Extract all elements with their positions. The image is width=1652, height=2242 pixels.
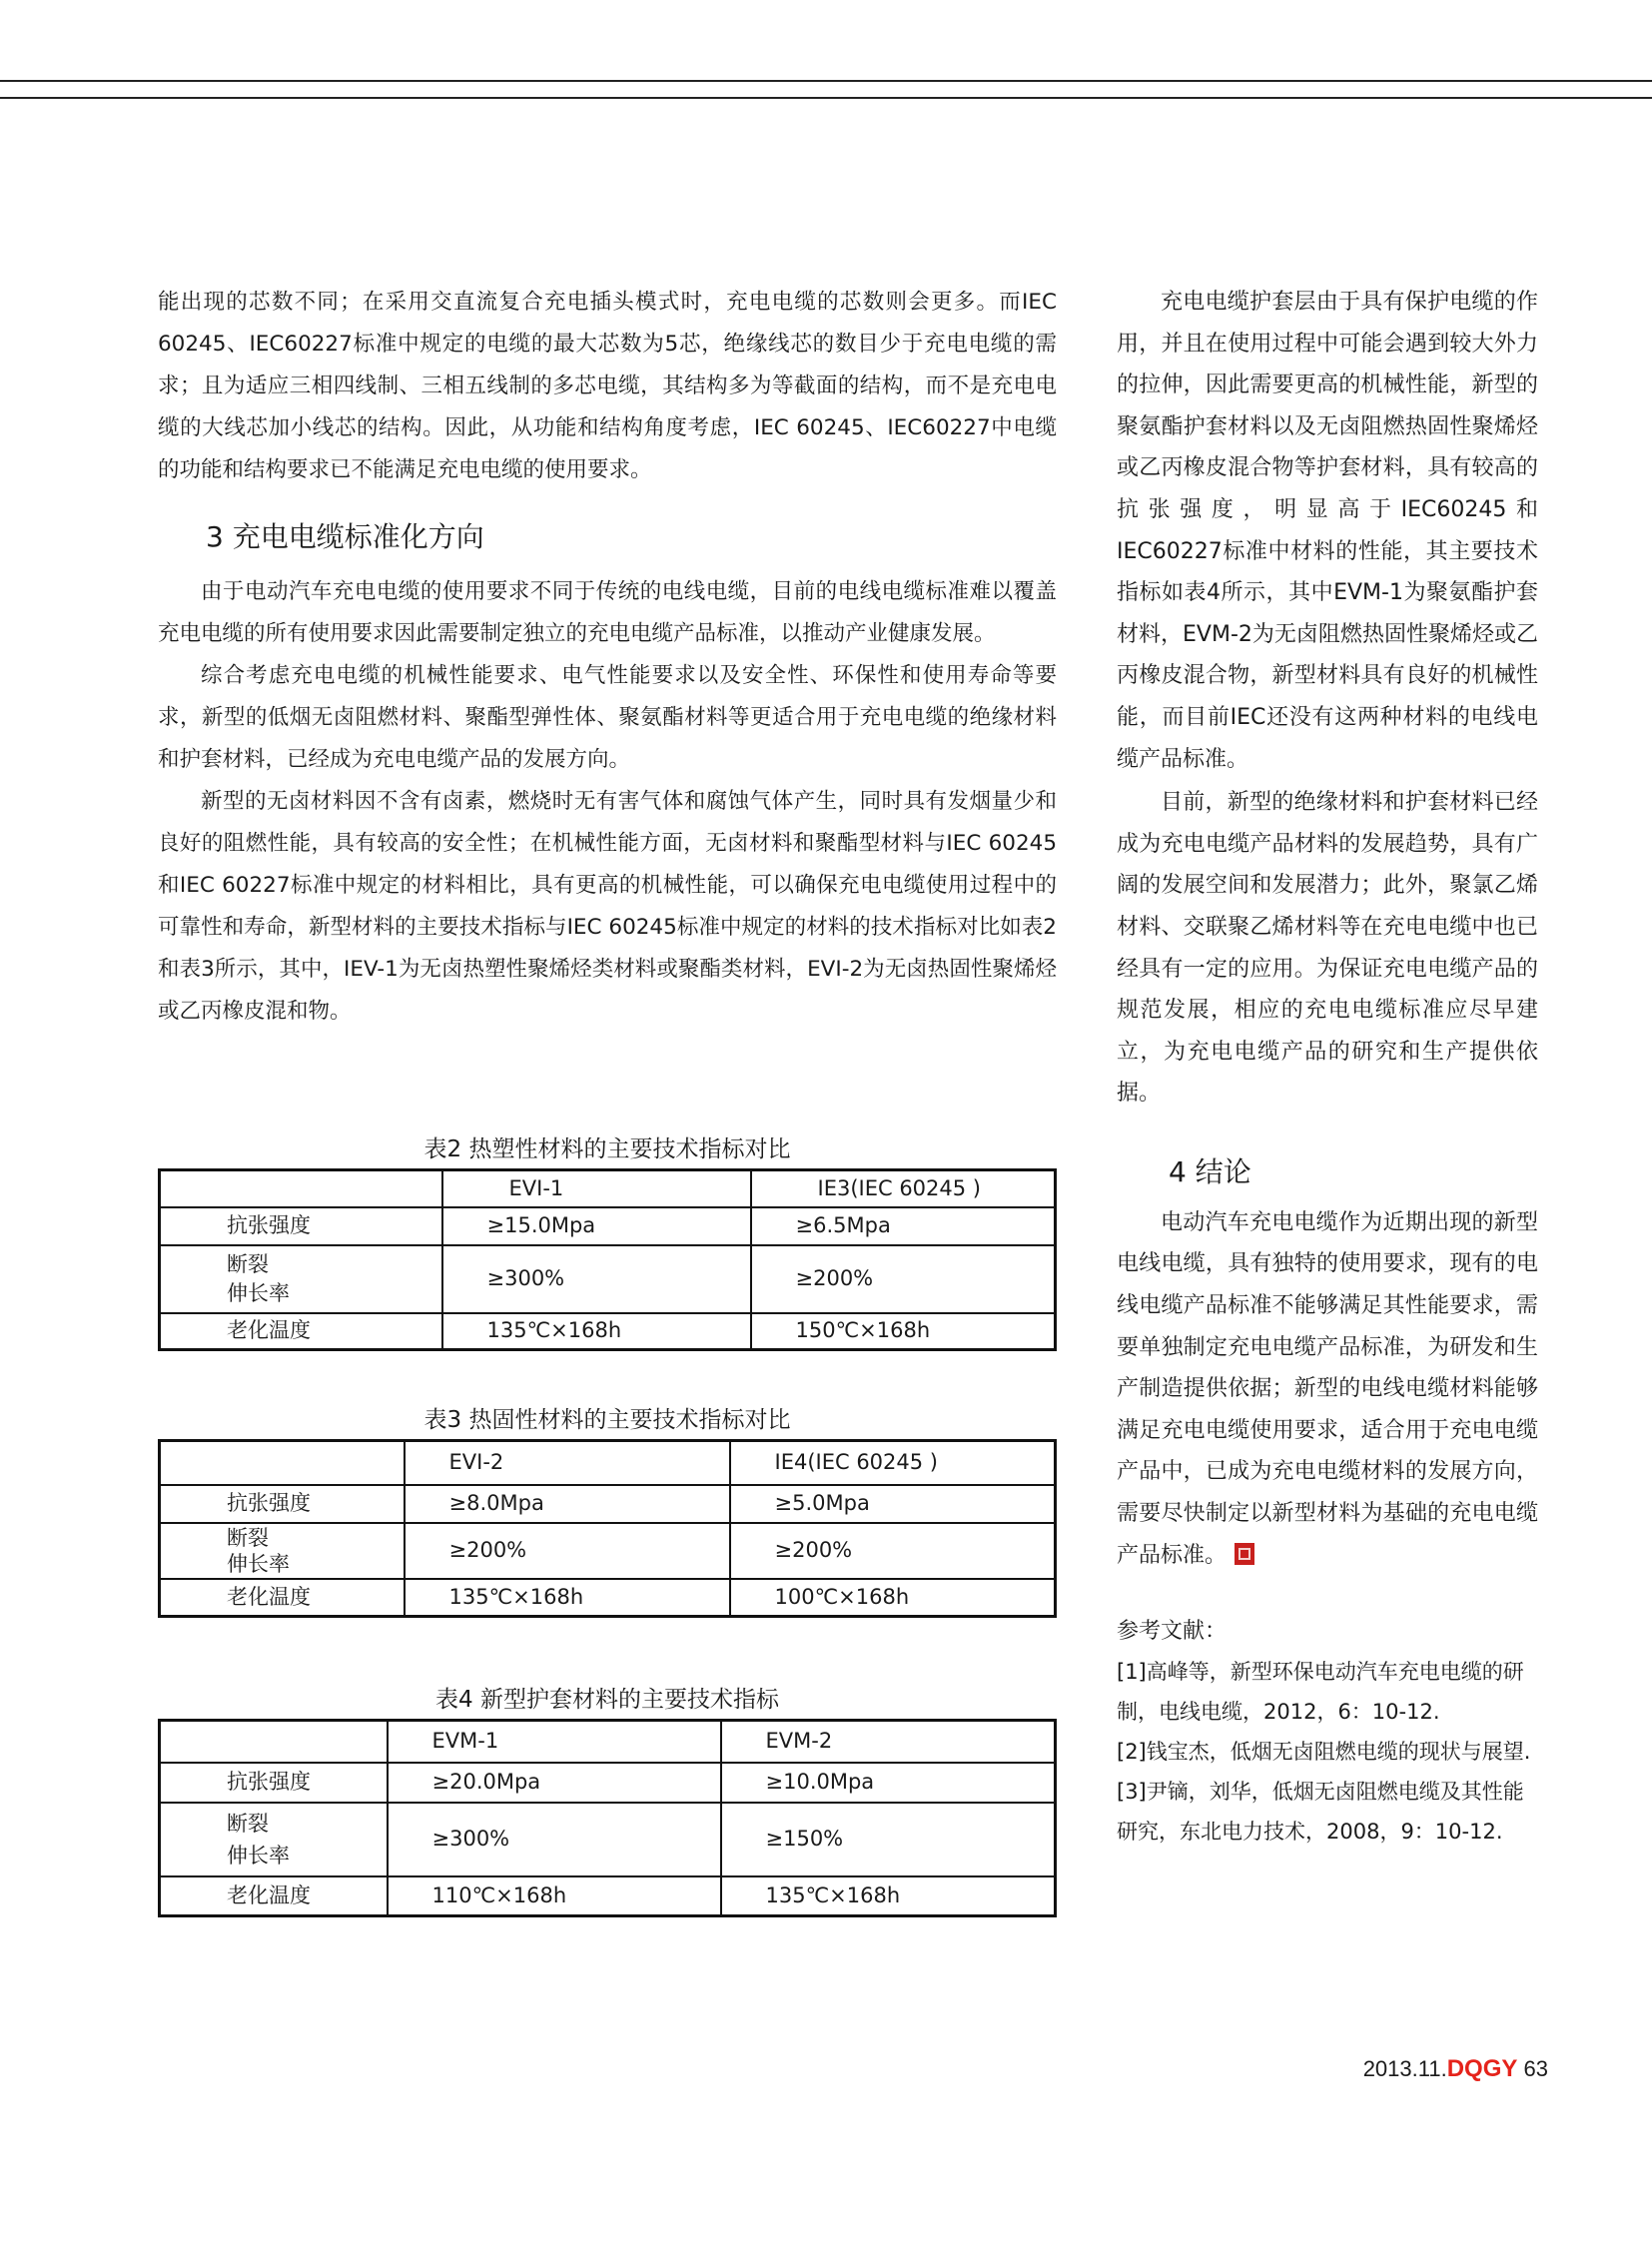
table-row [160, 1763, 1056, 1803]
table-col-header: IE3(IEC 60245 ) [751, 1170, 1056, 1207]
table-col-header: EVI-2 [405, 1441, 730, 1485]
table-row [160, 1876, 1056, 1916]
section-3-title: 3 充电电缆标准化方向 [206, 520, 484, 553]
table-cell: ≥300% [442, 1245, 751, 1313]
header-rule-top [0, 80, 1652, 82]
row-label: 抗张强度 [160, 1207, 442, 1245]
row-label: 老化温度 [160, 1876, 388, 1916]
table-2 [158, 1168, 1057, 1351]
header-rule-bottom [0, 97, 1652, 99]
reference-item: [1]高峰等，新型环保电动汽车充电电缆的研制，电线电缆，2012，6：10-12. [1117, 1660, 1524, 1725]
issue-date: 2013.11. [1362, 2056, 1447, 2081]
paragraph: 新型的无卤材料因不含有卤素，燃烧时无有害气体和腐蚀气体产生，同时具有发烟量少和良好的阻燃性能，具有较高的安全性；在机械性能方面，无卤材料和聚酯型材料与IEC 60245和IEC 60227标准中规定的材料相比，具有更高的机械性能，可以确保充电电缆使用过程中的可靠性和寿命，新型材料的主要技术指标与IEC 60245标准中规定的材料的技术指标对比如表2和表3所示，其中，IEV-1为无卤热塑性聚烯烃类材料或聚酯类材料，EVI-2为无卤热固性聚烯烃或乙丙橡皮混和物。 [158, 789, 1057, 1024]
table-cell: ≥20.0Mpa [388, 1763, 721, 1803]
table-cell: ≥300% [388, 1803, 721, 1876]
table-4-caption: 表4 新型护套材料的主要技术指标 [435, 1687, 779, 1713]
paragraph: 由于电动汽车充电电缆的使用要求不同于传统的电线电缆，目前的电线电缆标准难以覆盖充电电缆的所有使用要求因此需要制定独立的充电电缆产品标准，以推动产业健康发展。 [158, 579, 1057, 646]
table-row [160, 1803, 1056, 1876]
paragraph: 综合考虑充电电缆的机械性能要求、电气性能要求以及安全性、环保性和使用寿命等要求，新型的低烟无卤阻燃材料、聚酯型弹性体、聚氨酯材料等更适合用于充电电缆的绝缘材料和护套材料，已经成为充电电缆产品的发展方向。 [158, 663, 1057, 772]
references-title: 参考文献： [1117, 1619, 1228, 1645]
table-cell: 135℃×168h [721, 1876, 1056, 1916]
table-cell: ≥6.5Mpa [751, 1207, 1056, 1245]
row-label: 断裂 伸长率 [160, 1803, 388, 1876]
table-col-header: IE4(IEC 60245 ) [730, 1441, 1056, 1485]
conclusion-text: 电动汽车充电电缆作为近期出现的新型电线电缆，具有独特的使用要求，现有的电线电缆产品标准不能够满足其性能要求，需要单独制定充电电缆产品标准，为研发和生产制造提供依据；新型的电线电缆材料能够满足充电电缆使用要求，适合用于充电电缆产品中，已成为充电电缆材料的发展方向，需要尽快制定以新型材料为基础的充电电缆产品标准。 [1117, 1209, 1538, 1568]
journal-brand: DQGY [1446, 2055, 1518, 2082]
table-cell: ≥200% [751, 1245, 1056, 1313]
table-cell: ≥150% [721, 1803, 1056, 1876]
page-footer [1363, 2055, 1548, 2083]
table-corner-cell [160, 1441, 405, 1485]
row-label: 断裂 伸长率 [160, 1245, 442, 1313]
table-row [160, 1313, 1056, 1350]
row-label: 抗张强度 [160, 1763, 388, 1803]
table-3-block [158, 1403, 1057, 1618]
table-4 [158, 1719, 1057, 1917]
reference-item: [2]钱宝杰，低烟无卤阻燃电缆的现状与展望. [1117, 1740, 1531, 1765]
table-cell: 100℃×168h [730, 1579, 1056, 1617]
intro-paragraph: 能出现的芯数不同；在采用交直流复合充电插头模式时，充电电缆的芯数则会更多。而IEC 60245、IEC60227标准中规定的电缆的最大芯数为5芯，绝缘线芯的数目少于充电电缆的需求；且为适应三相四线制、三相五线制的多芯电缆，其结构多为等截面的结构，而不是充电电缆的大线芯加小线芯的结构。因此，从功能和结构角度考虑，IEC 60245、IEC60227中电缆的功能和结构要求已不能满足充电电缆的使用要求。 [158, 290, 1057, 482]
table-col-header: EVM-2 [721, 1721, 1056, 1763]
left-column [158, 282, 1057, 1033]
table-2-caption: 表2 热塑性材料的主要技术指标对比 [423, 1136, 791, 1162]
reference-item: [3]尹镝，刘华，低烟无卤阻燃电缆及其性能研究，东北电力技术，2008，9：10-12. [1117, 1780, 1524, 1845]
table-3 [158, 1439, 1057, 1618]
table-cell: 110℃×168h [388, 1876, 721, 1916]
table-3-caption: 表3 热固性材料的主要技术指标对比 [423, 1407, 791, 1433]
table-header-row [160, 1170, 1056, 1207]
table-4-block [158, 1683, 1057, 1917]
table-col-header: EVM-1 [388, 1721, 721, 1763]
row-label: 老化温度 [160, 1579, 405, 1617]
table-col-header: EVI-1 [442, 1170, 751, 1207]
paragraph: 充电电缆护套层由于具有保护电缆的作用，并且在使用过程中可能会遇到较大外力的拉伸，因此需要更高的机械性能，新型的聚氨酯护套材料以及无卤阻燃热固性聚烯烃或乙丙橡皮混合物等护套材料，具有较高的抗张强度，明显高于IEC60245和IEC60227标准中材料的性能，其主要技术指标如表4所示，其中EVM-1为聚氨酯护套材料，EVM-2为无卤阻燃热固性聚烯烃或乙丙橡皮混合物，新型材料具有良好的机械性能，而目前IEC还没有这两种材料的电线电缆产品标准。 [1117, 290, 1538, 772]
table-cell: ≥200% [405, 1523, 730, 1579]
row-label: 老化温度 [160, 1313, 442, 1350]
table-cell: ≥8.0Mpa [405, 1485, 730, 1523]
table-row [160, 1207, 1056, 1245]
table-cell: 135℃×168h [405, 1579, 730, 1617]
table-row [160, 1523, 1056, 1579]
end-seal-icon [1235, 1543, 1254, 1565]
table-corner-cell [160, 1170, 442, 1207]
table-cell: 150℃×168h [751, 1313, 1056, 1350]
right-column [1117, 282, 1538, 1852]
row-label: 断裂 伸长率 [160, 1523, 405, 1579]
paragraph: 目前，新型的绝缘材料和护套材料已经成为充电电缆产品材料的发展趋势，具有广阔的发展空间和发展潜力；此外，聚氯乙烯材料、交联聚乙烯材料等在充电电缆中也已经具有一定的应用。为保证充电电缆产品的规范发展，相应的充电电缆标准应尽早建立，为充电电缆产品的研究和生产提供依据。 [1117, 790, 1538, 1107]
table-row [160, 1579, 1056, 1617]
table-cell: ≥5.0Mpa [730, 1485, 1056, 1523]
table-header-row [160, 1441, 1056, 1485]
table-header-row [160, 1721, 1056, 1763]
table-row [160, 1245, 1056, 1313]
table-2-block [158, 1132, 1057, 1351]
table-cell: ≥10.0Mpa [721, 1763, 1056, 1803]
table-corner-cell [160, 1721, 388, 1763]
table-cell: 135℃×168h [442, 1313, 751, 1350]
table-row [160, 1485, 1056, 1523]
section-4-title: 4 结论 [1169, 1154, 1251, 1188]
table-cell: ≥15.0Mpa [442, 1207, 751, 1245]
page-number: 63 [1523, 2056, 1548, 2081]
conclusion-paragraph [1117, 1202, 1538, 1576]
row-label: 抗张强度 [160, 1485, 405, 1523]
table-cell: ≥200% [730, 1523, 1056, 1579]
